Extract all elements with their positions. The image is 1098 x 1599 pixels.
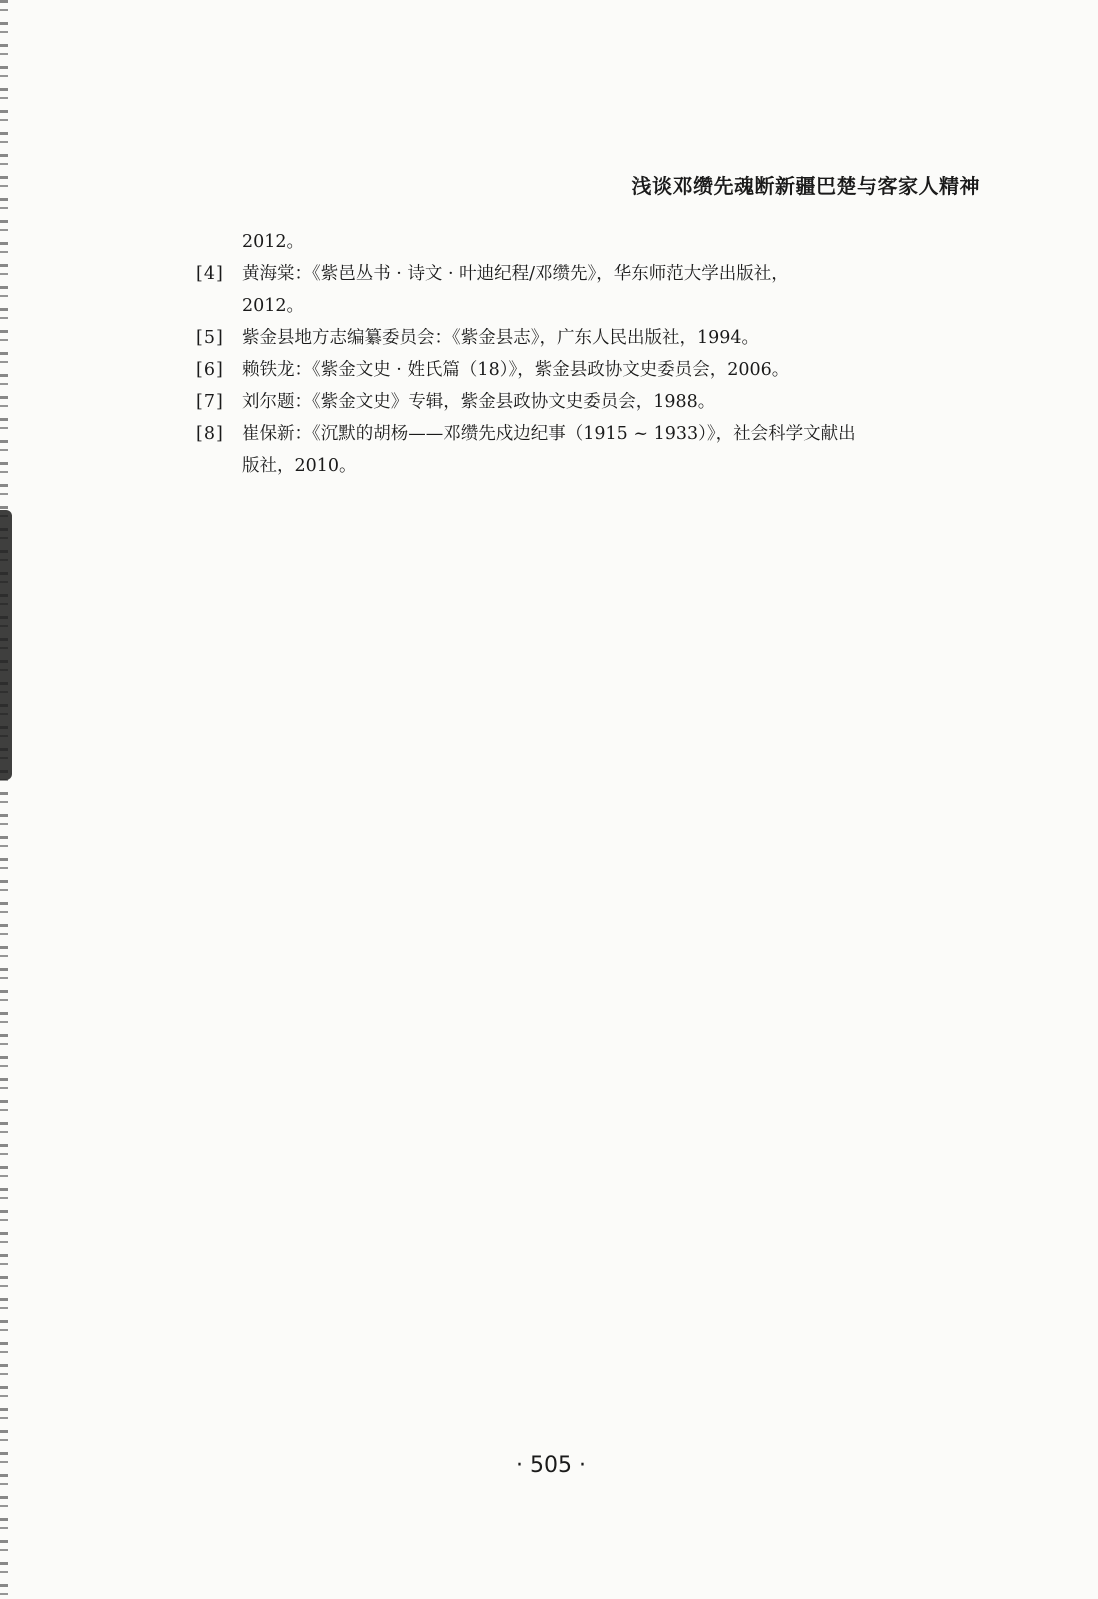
reference-item bbox=[196, 418, 976, 482]
reference-list bbox=[196, 226, 976, 482]
page-number: · 505 · bbox=[516, 1453, 586, 1478]
reference-text bbox=[242, 258, 976, 322]
reference-line: 黄海棠：《紫邑丛书 · 诗文 · 叶迪纪程/邓缵先》，华东师范大学出版社， bbox=[242, 264, 789, 284]
reference-line: 赖铁龙：《紫金文史 · 姓氏篇（18）》，紫金县政协文史委员会，2006。 bbox=[242, 360, 790, 380]
scan-edge-shadow bbox=[0, 510, 12, 780]
reference-item bbox=[196, 386, 976, 418]
scan-edge bbox=[0, 0, 8, 1599]
reference-number: [4] bbox=[196, 264, 224, 284]
reference-text bbox=[242, 354, 976, 386]
reference-number: [6] bbox=[196, 360, 224, 380]
reference-line: 崔保新：《沉默的胡杨——邓缵先戍边纪事（1915 ~ 1933）》，社会科学文献出 bbox=[242, 424, 856, 444]
reference-line: 2012。 bbox=[242, 296, 305, 316]
reference-number: [5] bbox=[196, 328, 224, 348]
reference-line: 刘尔题：《紫金文史》专辑，紫金县政协文史委员会，1988。 bbox=[242, 392, 716, 412]
reference-number: [7] bbox=[196, 392, 224, 412]
reference-item bbox=[196, 322, 976, 354]
reference-line: 紫金县地方志编纂委员会：《紫金县志》，广东人民出版社，1994。 bbox=[242, 328, 760, 348]
running-header: 浅谈邓缵先魂断新疆巴楚与客家人精神 bbox=[631, 174, 980, 198]
reference-item bbox=[196, 354, 976, 386]
reference-number: [8] bbox=[196, 424, 224, 444]
reference-continuation: 2012。 bbox=[242, 232, 305, 252]
reference-line: 版社，2010。 bbox=[242, 456, 357, 476]
reference-text bbox=[242, 322, 976, 354]
reference-item bbox=[196, 258, 976, 322]
reference-text bbox=[242, 386, 976, 418]
reference-text bbox=[242, 418, 976, 482]
